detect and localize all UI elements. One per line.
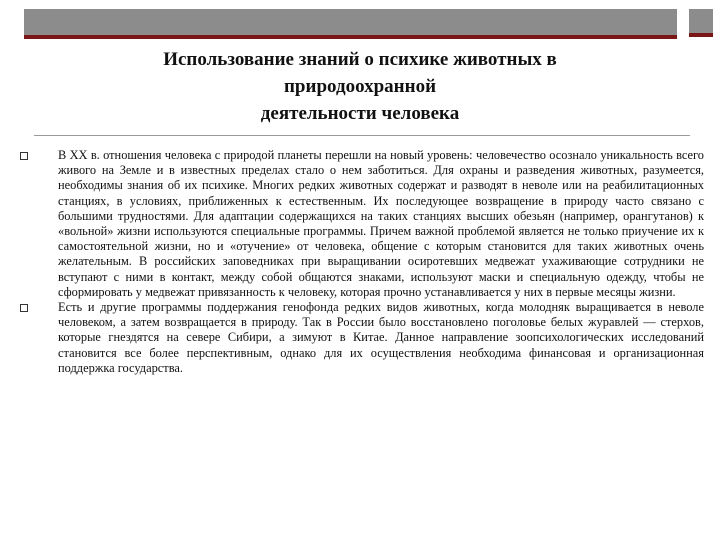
square-bullet-icon <box>20 304 28 312</box>
title-divider <box>34 135 690 136</box>
bullet-text: Есть и другие программы поддержания генофонда редких видов животных, когда молодняк выращивается в неволе человеком, а затем возвращается в природу. Так в России было восстановлено поголовье белых журавлей — стерхов, которые гнездятся на севере Сибири, а зимуют в Китае. Данное направление зоопсихологических исследований становится все более перспективным, однако для их осуществления необходима финансовая и организационная поддержка государства. <box>58 300 704 375</box>
header-bar <box>24 9 677 35</box>
bullet-text: В XX в. отношения человека с природой планеты перешли на новый уровень: человечество осознало уникальность всего живого на Земле и в известных пределах стало о нем заботиться. Для охраны и разведения животных, разумеется, необходимы знания об их психике. Многих редких животных содержат и разводят в неволе или на реабилитационных станциях, в условиях, приближенных к естественным. Их последующее возвращение в природу часто связано с большими трудностями. Для адаптации содержащихся на таких станциях высших обезьян (например, орангутанов) к «вольной» жизни используются специальные программы. Причем важной проблемой является не только приучение их к самостоятельной жизни, но и «отучение» от человека, общение с которым становится для таких животных очень желательным. В российских заповедниках при выращивании осиротевших медвежат ухаживающие сотрудники не вступают с ними в контакт, между собой общаются знаками, используют маски и специальную одежду, чтобы не сформировать у медвежат привязанность к человеку, которая прочно устанавливается у них в первые месяцы жизни. <box>58 148 704 299</box>
slide-title: Использование знаний о психике животных в природоохранной деятельности человека <box>163 49 557 124</box>
slide-body <box>16 148 704 376</box>
corner-decoration <box>689 9 713 33</box>
corner-accent-line <box>689 33 713 37</box>
bullet-item <box>16 300 704 376</box>
square-bullet-icon <box>20 152 28 160</box>
header-accent-line <box>24 35 677 39</box>
bullet-item <box>16 148 704 300</box>
